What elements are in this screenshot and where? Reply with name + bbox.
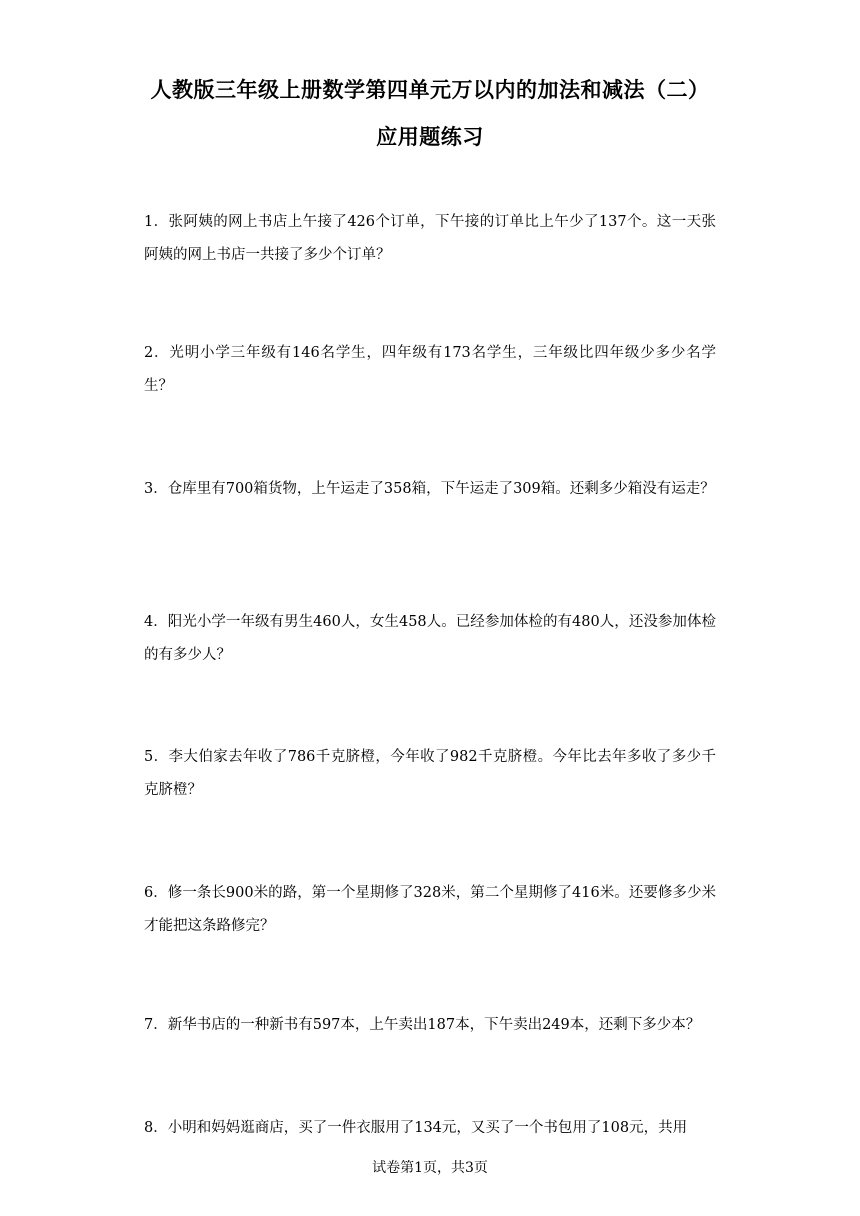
question-7: 7．新华书店的一种新书有597本，上午卖出187本，下午卖出249本，还剩下多少本？ [144, 1017, 701, 1033]
question-5: 5．李大伯家去年收了786千克脐橙，今年收了982千克脐橙。今年比去年多收了多少千克脐橙？ [144, 749, 716, 798]
page-footer: 试卷第1页，共3页 [372, 1160, 488, 1176]
question-4: 4．阳光小学一年级有男生460人，女生458人。已经参加体检的有480人，还没参加体检的有多少人？ [144, 614, 716, 663]
document-title: 人教版三年级上册数学第四单元万以内的加法和减法（二） [150, 78, 710, 102]
question-6: 6．修一条长900米的路，第一个星期修了328米，第二个星期修了416米。还要修多少米才能把这条路修完？ [144, 885, 716, 934]
question-3: 3．仓库里有700箱货物，上午运走了358箱，下午运走了309箱。还剩多少箱没有运走？ [144, 481, 715, 497]
document-subtitle: 应用题练习 [376, 125, 484, 149]
question-2: 2．光明小学三年级有146名学生，四年级有173名学生，三年级比四年级少多少名学生？ [144, 345, 716, 394]
question-1: 1．张阿姨的网上书店上午接了426个订单，下午接的订单比上午少了137个。这一天张阿姨的网上书店一共接了多少个订单？ [144, 214, 716, 263]
question-8: 8．小明和妈妈逛商店，买了一件衣服用了134元，又买了一个书包用了108元，共用 [144, 1120, 688, 1136]
